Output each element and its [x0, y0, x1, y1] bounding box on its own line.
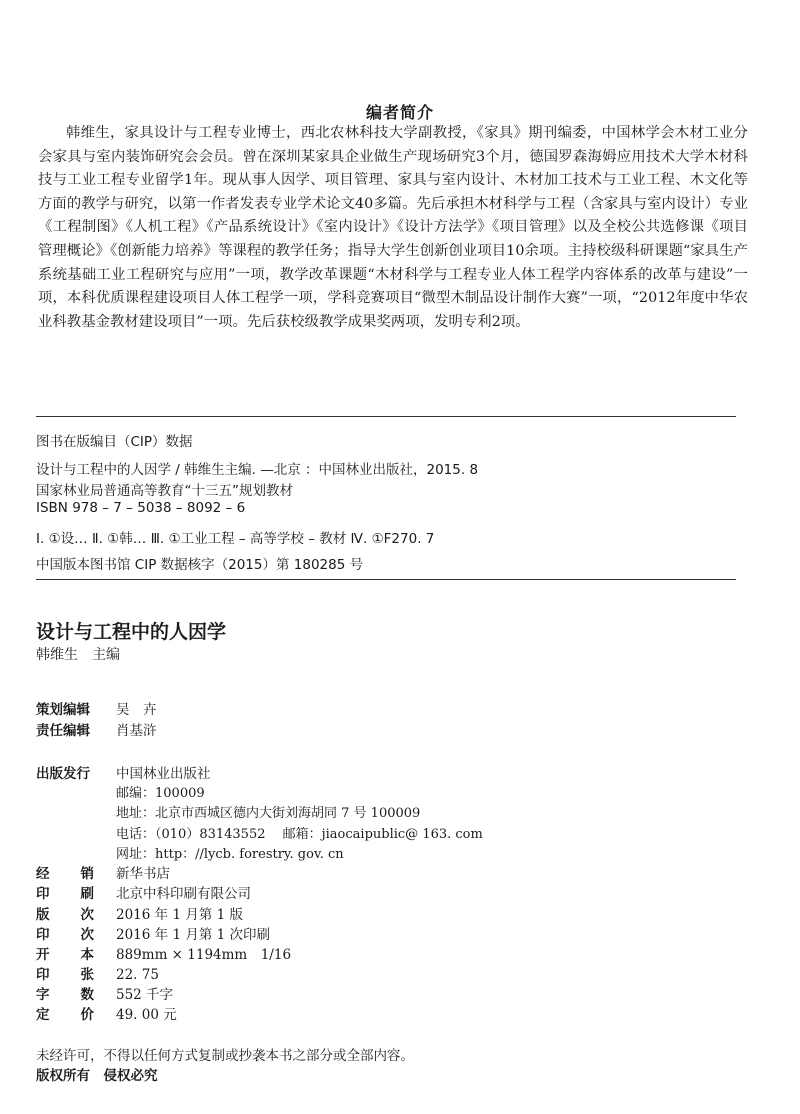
spec-label: 开 本: [36, 947, 94, 963]
cip-isbn: ISBN 978 – 7 – 5038 – 8092 – 6: [36, 500, 246, 516]
publisher-postcode: 邮编：100009: [116, 786, 205, 801]
spec-value: 49. 00 元: [116, 1007, 177, 1023]
spec-label: 印 张: [36, 967, 94, 983]
publisher-row: [36, 762, 211, 782]
responsible-editor-value: 肖基浒: [116, 723, 157, 739]
publisher-address: 地址：北京市西城区德内大街刘海胡同 7 号 100009: [116, 806, 421, 821]
spec-label: 字 数: [36, 987, 94, 1003]
spec-row: [36, 943, 291, 963]
publisher-name: 中国林业出版社: [116, 766, 211, 782]
spec-row: [36, 963, 159, 983]
cip-line-1: 设计与工程中的人因学 / 韩维生主编. —北京 ：中国林业出版社，2015. 8: [36, 462, 479, 478]
rights-statement: 版权所有 侵权必究: [36, 1068, 158, 1084]
spec-value: 2016 年 1 月第 1 版: [116, 907, 243, 923]
spec-label: 经 销: [36, 866, 94, 882]
cip-header: 图书在版编目（CIP）数据: [36, 434, 193, 450]
divider: [36, 416, 736, 417]
bio-paragraph: 韩维生，家具设计与工程专业博士，西北农林科技大学副教授，《家具》期刊编委，中国林学会木材工业分会家具与室内装饰研究会会员。曾在深圳某家具企业做生产现场研究3个月，德国罗森海姆应用技术大学木材科技与工业工程专业留学1年。现从事人因学、项目管理、家具与室内设计、木材加工技术与工业工程、木文化等方面的教学与研究，以第一作者发表专业学术论文40多篇。先后承担木材科学与工程（含家具与室内设计）专业《工程制图》《人机工程》《产品系统设计》《室内设计》《设计方法学》《项目管理》以及全校公共选修课《项目管理概论》《创新能力培养》等课程的教学任务；指导大学生创新创业项目10余项。主持校级科研课题“家具生产系统基础工业工程研究与应用”一项，教学改革课题“木材科学与工程专业人体工程学内容体系的改革与建设”一项，本科优质课程建设项目人体工程学一项，学科竞赛项目“微型木制品设计制作大赛”一项，“2012年度中华农业科教基金教材建设项目”一项。先后获校级教学成果奖两项，发明专利2项。: [38, 125, 748, 330]
spec-row: [36, 923, 270, 943]
responsible-editor-label: 责任编辑: [36, 723, 90, 739]
divider: [36, 579, 736, 580]
planning-editor-row: [36, 698, 157, 718]
cip-record: 中国版本图书馆 CIP 数据核字（2015）第 180285 号: [36, 557, 364, 573]
publisher-website: 网址：http：//lycb. forestry. gov. cn: [116, 847, 344, 862]
spec-value: 889mm × 1194mm 1/16: [116, 947, 292, 963]
spec-value: 北京中科印刷有限公司: [116, 886, 251, 902]
book-editor: 韩维生 主编: [36, 647, 120, 663]
spec-value: 新华书店: [116, 866, 170, 882]
spec-row: [36, 862, 170, 882]
bio-title: 编者简介: [365, 103, 434, 122]
spec-value: 552 千字: [116, 987, 174, 1003]
planning-editor-label: 策划编辑: [36, 702, 90, 718]
spec-label: 定 价: [36, 1007, 94, 1023]
spec-value: 2016 年 1 月第 1 次印刷: [116, 927, 270, 943]
spec-label: 版 次: [36, 907, 94, 923]
spec-row: [36, 882, 251, 902]
cip-line-2: 国家林业局普通高等教育“十三五”规划教材: [36, 483, 293, 499]
spec-row: [36, 903, 243, 923]
spec-label: 印 刷: [36, 886, 94, 902]
spec-label: 印 次: [36, 927, 94, 943]
spec-value: 22. 75: [116, 967, 159, 983]
copy-notice: 未经许可，不得以任何方式复制或抄袭本书之部分或全部内容。: [36, 1048, 414, 1064]
cip-classification: Ⅰ. ①设… Ⅱ. ①韩… Ⅲ. ①工业工程 – 高等学校 – 教材 Ⅳ. ①F270. 7: [36, 531, 435, 547]
planning-editor-value: 吴 卉: [116, 702, 157, 718]
spec-row: [36, 1003, 177, 1023]
publisher-phone: 电话：（010）83143552 邮箱：jiaocaipublic@ 163. com: [116, 827, 483, 842]
spec-row: [36, 983, 173, 1003]
responsible-editor-row: [36, 719, 157, 739]
publisher-label: 出版发行: [36, 766, 90, 782]
book-title: 设计与工程中的人因学: [36, 621, 227, 643]
